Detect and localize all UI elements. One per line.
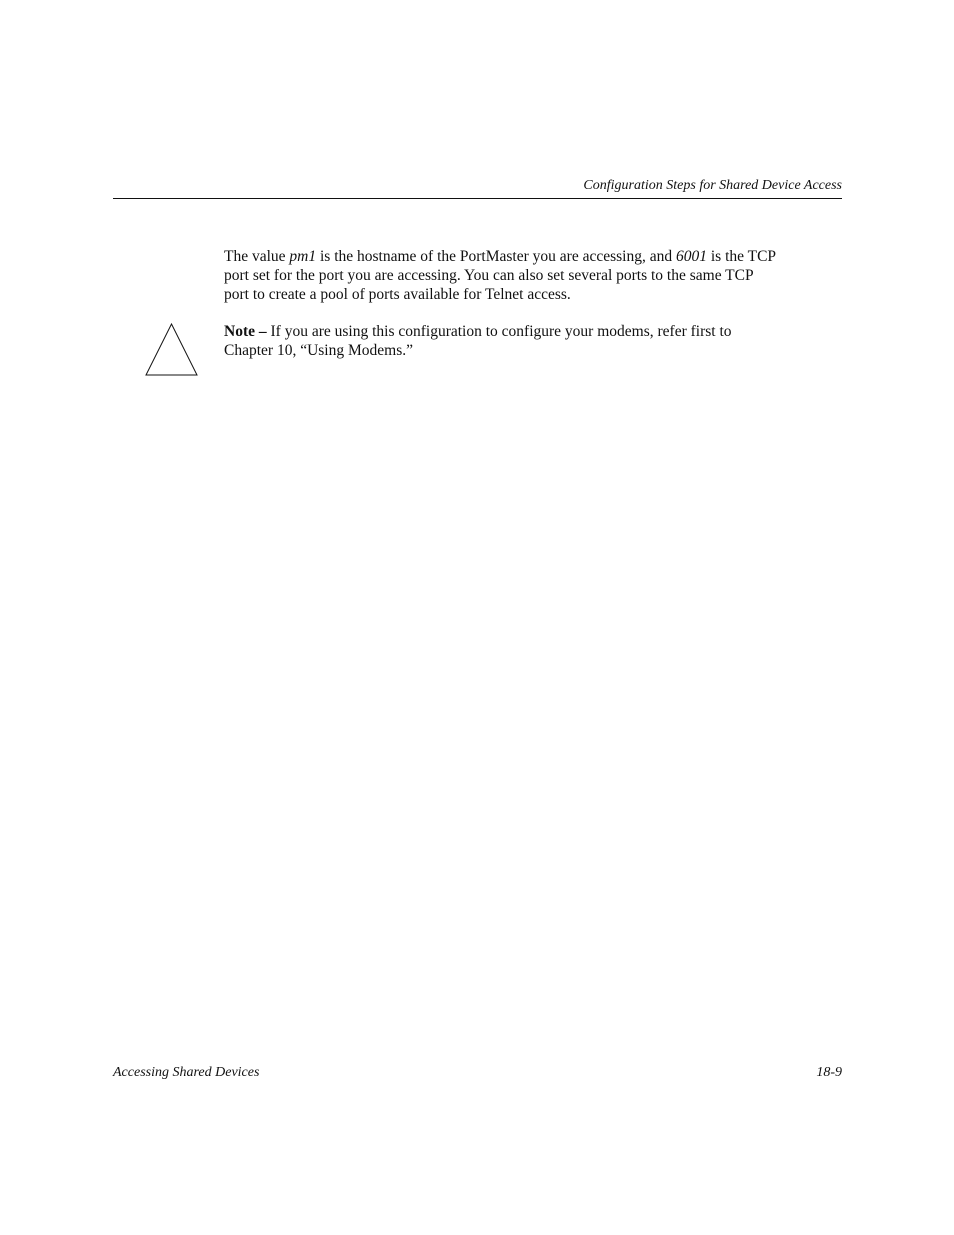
footer-section-title: Accessing Shared Devices [113, 1065, 260, 1080]
footer-page-number: 18-9 [816, 1065, 842, 1080]
note-label: Note – [224, 323, 267, 340]
note-paragraph [224, 322, 849, 360]
hostname-term: pm1 [289, 248, 317, 265]
header-rule [113, 198, 842, 199]
body-line-3: port to create a pool of ports available for Telnet access. [224, 286, 571, 303]
note-text: If you are using this configuration to configure your modems, refer first to [266, 323, 732, 340]
running-header: Configuration Steps for Shared Device Access [583, 178, 842, 193]
body-text: The value [224, 248, 290, 265]
caution-triangle-icon [144, 322, 199, 377]
tcp-port-term: 6001 [675, 248, 707, 265]
body-paragraph [224, 247, 849, 304]
note-line-1 [224, 322, 849, 341]
body-text: is the TCP [706, 248, 777, 265]
body-line-2: port set for the port you are accessing. You can also set several ports to the same TCP [224, 267, 754, 284]
body-text: is the hostname of the PortMaster you are accessing, and [316, 248, 676, 265]
note-line-2: Chapter 10, “Using Modems.” [224, 342, 413, 359]
body-line-1 [224, 247, 849, 266]
